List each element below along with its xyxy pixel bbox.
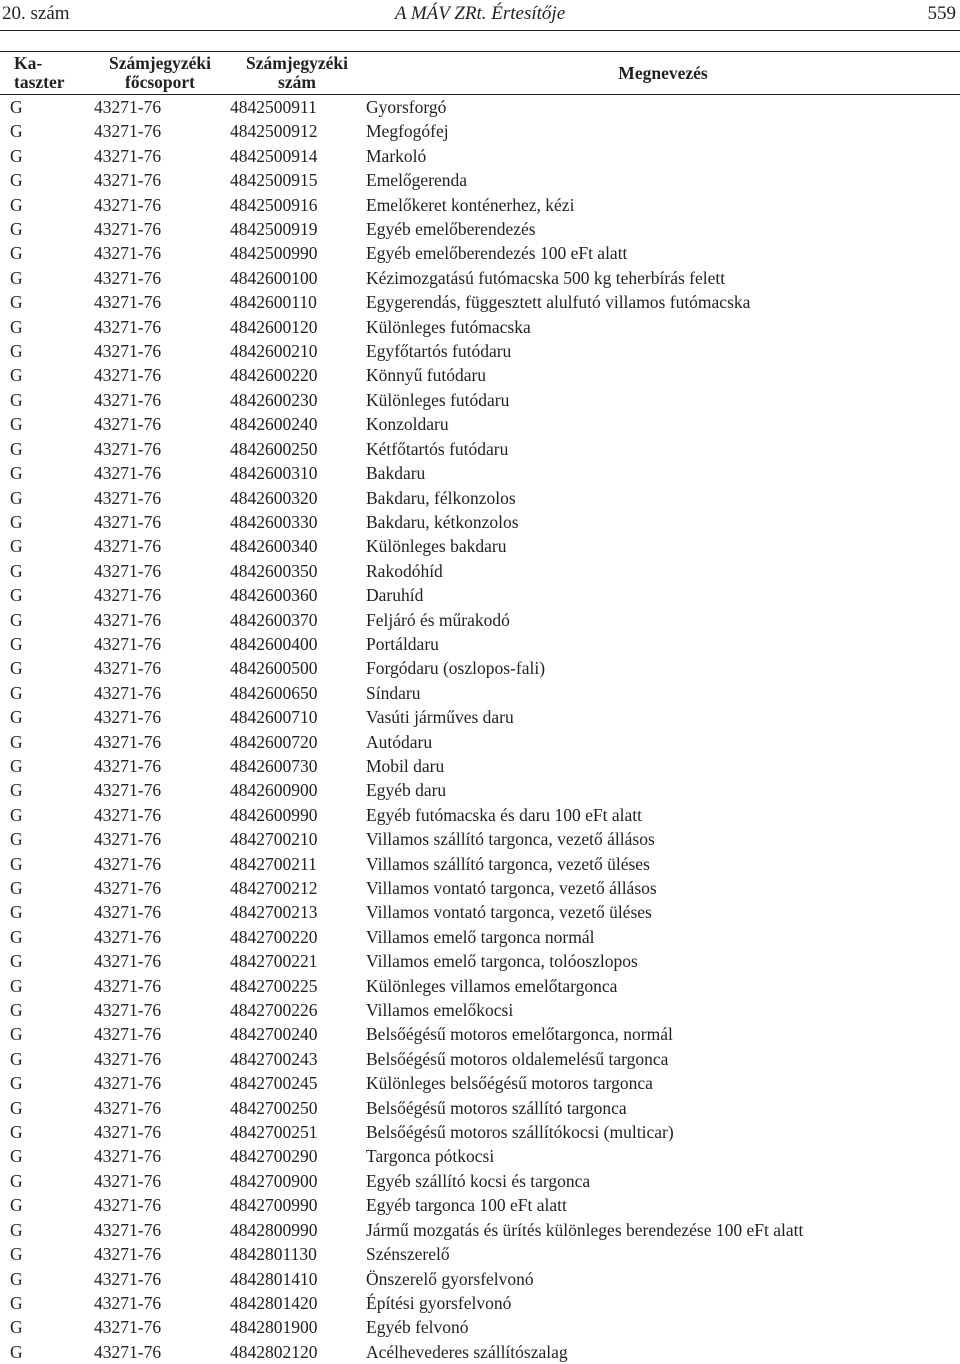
cell-focsoport: 43271-76 (92, 241, 228, 265)
cell-megnevezes: Egygerendás, függesztett alulfutó villamos futómacska (366, 290, 960, 314)
cell-szam: 4842600650 (228, 681, 366, 705)
cell-megnevezes: Belsőégésű motoros szállítókocsi (multicar) (366, 1120, 960, 1144)
cell-kataszter: G (0, 852, 92, 876)
cell-szam: 4842600110 (228, 290, 366, 314)
cell-kataszter: G (0, 1144, 92, 1168)
cell-megnevezes: Különleges futómacska (366, 315, 960, 339)
cell-focsoport: 43271-76 (92, 193, 228, 217)
cell-szam: 4842700225 (228, 974, 366, 998)
cell-megnevezes: Rakodóhíd (366, 559, 960, 583)
cell-megnevezes: Mobil daru (366, 754, 960, 778)
cell-szam: 4842700990 (228, 1193, 366, 1217)
cell-focsoport: 43271-76 (92, 656, 228, 680)
column-header-kataszter: Ka- taszter (0, 52, 92, 95)
cell-szam: 4842801420 (228, 1291, 366, 1315)
cell-megnevezes: Feljáró és műrakodó (366, 608, 960, 632)
cell-szam: 4842600720 (228, 730, 366, 754)
cell-focsoport: 43271-76 (92, 119, 228, 143)
table-row (0, 681, 960, 705)
table-row (0, 461, 960, 485)
cell-focsoport: 43271-76 (92, 1120, 228, 1144)
cell-megnevezes: Villamos emelő targonca normál (366, 925, 960, 949)
cell-szam: 4842600100 (228, 266, 366, 290)
cell-kataszter: G (0, 1218, 92, 1242)
cell-kataszter: G (0, 1242, 92, 1266)
table-row (0, 1169, 960, 1193)
cell-kataszter: G (0, 778, 92, 802)
cell-megnevezes: Bakdaru (366, 461, 960, 485)
cell-szam: 4842700210 (228, 827, 366, 851)
cell-kataszter: G (0, 559, 92, 583)
table-body (0, 95, 960, 1364)
column-header-megnevezes: Megnevezés (366, 52, 960, 95)
table-row (0, 608, 960, 632)
cell-focsoport: 43271-76 (92, 949, 228, 973)
cell-focsoport: 43271-76 (92, 510, 228, 534)
page-number: 559 (928, 3, 957, 25)
cell-kataszter: G (0, 1291, 92, 1315)
cell-focsoport: 43271-76 (92, 803, 228, 827)
table-row (0, 876, 960, 900)
journal-title: A MÁV ZRt. Értesítője (0, 3, 960, 25)
cell-megnevezes: Villamos vontató targonca, vezető üléses (366, 900, 960, 924)
table-row (0, 705, 960, 729)
cell-focsoport: 43271-76 (92, 412, 228, 436)
cell-szam: 4842800990 (228, 1218, 366, 1242)
cell-focsoport: 43271-76 (92, 461, 228, 485)
cell-szam: 4842600730 (228, 754, 366, 778)
table-row (0, 266, 960, 290)
cell-focsoport: 43271-76 (92, 1315, 228, 1339)
table-row (0, 1193, 960, 1217)
cell-kataszter: G (0, 730, 92, 754)
cell-focsoport: 43271-76 (92, 1291, 228, 1315)
cell-kataszter: G (0, 583, 92, 607)
cell-szam: 4842700240 (228, 1022, 366, 1046)
cell-megnevezes: Egyéb daru (366, 778, 960, 802)
cell-kataszter: G (0, 1315, 92, 1339)
cell-focsoport: 43271-76 (92, 974, 228, 998)
cell-kataszter: G (0, 290, 92, 314)
cell-focsoport: 43271-76 (92, 486, 228, 510)
cell-szam: 4842500911 (228, 95, 366, 120)
cell-szam: 4842600710 (228, 705, 366, 729)
table-row (0, 1242, 960, 1266)
cell-megnevezes: Villamos szállító targonca, vezető üléses (366, 852, 960, 876)
cell-focsoport: 43271-76 (92, 705, 228, 729)
header-rule (0, 30, 960, 31)
cell-kataszter: G (0, 315, 92, 339)
cell-kataszter: G (0, 949, 92, 973)
table-row (0, 852, 960, 876)
cell-kataszter: G (0, 510, 92, 534)
cell-focsoport: 43271-76 (92, 632, 228, 656)
cell-focsoport: 43271-76 (92, 388, 228, 412)
table-row (0, 925, 960, 949)
cell-kataszter: G (0, 95, 92, 120)
cell-megnevezes: Vasúti járműves daru (366, 705, 960, 729)
cell-focsoport: 43271-76 (92, 534, 228, 558)
table-row (0, 900, 960, 924)
cell-focsoport: 43271-76 (92, 1193, 228, 1217)
cell-megnevezes: Különleges belsőégésű motoros targonca (366, 1071, 960, 1095)
cell-megnevezes: Villamos emelő targonca, tolóoszlopos (366, 949, 960, 973)
cell-megnevezes: Portáldaru (366, 632, 960, 656)
cell-szam: 4842500914 (228, 144, 366, 168)
cell-szam: 4842500919 (228, 217, 366, 241)
cell-szam: 4842700220 (228, 925, 366, 949)
cell-kataszter: G (0, 193, 92, 217)
table-row (0, 559, 960, 583)
table-row (0, 583, 960, 607)
cell-kataszter: G (0, 803, 92, 827)
cell-szam: 4842600340 (228, 534, 366, 558)
table-row (0, 290, 960, 314)
cell-kataszter: G (0, 241, 92, 265)
table-row (0, 656, 960, 680)
cell-focsoport: 43271-76 (92, 315, 228, 339)
cell-szam: 4842700290 (228, 1144, 366, 1168)
cell-megnevezes: Forgódaru (oszlopos-fali) (366, 656, 960, 680)
cell-focsoport: 43271-76 (92, 437, 228, 461)
cell-megnevezes: Egyéb targonca 100 eFt alatt (366, 1193, 960, 1217)
cell-megnevezes: Egyéb felvonó (366, 1315, 960, 1339)
cell-megnevezes: Egyéb emelőberendezés (366, 217, 960, 241)
cell-megnevezes: Építési gyorsfelvonó (366, 1291, 960, 1315)
table-row (0, 486, 960, 510)
table-row (0, 339, 960, 363)
table-row (0, 437, 960, 461)
cell-szam: 4842600400 (228, 632, 366, 656)
cell-focsoport: 43271-76 (92, 900, 228, 924)
cell-megnevezes: Acélhevederes szállítószalag (366, 1340, 960, 1364)
table-row (0, 1218, 960, 1242)
cell-focsoport: 43271-76 (92, 363, 228, 387)
table-row (0, 1315, 960, 1339)
table-row (0, 119, 960, 143)
cell-megnevezes: Targonca pótkocsi (366, 1144, 960, 1168)
cell-szam: 4842700245 (228, 1071, 366, 1095)
cell-kataszter: G (0, 461, 92, 485)
table-row (0, 1120, 960, 1144)
cell-focsoport: 43271-76 (92, 827, 228, 851)
table-header-row (0, 52, 960, 95)
cell-kataszter: G (0, 974, 92, 998)
cell-focsoport: 43271-76 (92, 681, 228, 705)
table-row (0, 144, 960, 168)
cell-szam: 4842600990 (228, 803, 366, 827)
column-header-focsoport: Számjegyzéki főcsoport (92, 52, 228, 95)
table-row (0, 730, 960, 754)
cell-megnevezes: Különleges villamos emelőtargonca (366, 974, 960, 998)
table-row (0, 827, 960, 851)
cell-kataszter: G (0, 925, 92, 949)
cell-kataszter: G (0, 1022, 92, 1046)
cell-szam: 4842500915 (228, 168, 366, 192)
cell-megnevezes: Markoló (366, 144, 960, 168)
cell-szam: 4842700250 (228, 1096, 366, 1120)
table-row (0, 1071, 960, 1095)
cell-szam: 4842600360 (228, 583, 366, 607)
cell-kataszter: G (0, 827, 92, 851)
cell-focsoport: 43271-76 (92, 876, 228, 900)
cell-megnevezes: Különleges futódaru (366, 388, 960, 412)
cell-kataszter: G (0, 437, 92, 461)
cell-kataszter: G (0, 876, 92, 900)
cell-kataszter: G (0, 998, 92, 1022)
table-row (0, 363, 960, 387)
cell-szam: 4842700243 (228, 1047, 366, 1071)
cell-kataszter: G (0, 168, 92, 192)
cell-megnevezes: Belsőégésű motoros oldalemelésű targonca (366, 1047, 960, 1071)
cell-megnevezes: Kézimozgatású futómacska 500 kg teherbírás felett (366, 266, 960, 290)
cell-kataszter: G (0, 608, 92, 632)
cell-focsoport: 43271-76 (92, 168, 228, 192)
cell-megnevezes: Egyéb szállító kocsi és targonca (366, 1169, 960, 1193)
cell-szam: 4842600350 (228, 559, 366, 583)
cell-focsoport: 43271-76 (92, 1047, 228, 1071)
cell-kataszter: G (0, 119, 92, 143)
cell-kataszter: G (0, 1267, 92, 1291)
cell-szam: 4842600210 (228, 339, 366, 363)
cell-kataszter: G (0, 363, 92, 387)
table-row (0, 1047, 960, 1071)
table-row (0, 754, 960, 778)
table-row (0, 534, 960, 558)
cell-kataszter: G (0, 1169, 92, 1193)
cell-kataszter: G (0, 900, 92, 924)
cell-megnevezes: Bakdaru, kétkonzolos (366, 510, 960, 534)
cell-kataszter: G (0, 412, 92, 436)
cell-kataszter: G (0, 1071, 92, 1095)
cell-focsoport: 43271-76 (92, 1022, 228, 1046)
cell-focsoport: 43271-76 (92, 754, 228, 778)
cell-kataszter: G (0, 1047, 92, 1071)
cell-szam: 4842500912 (228, 119, 366, 143)
cell-megnevezes: Önszerelő gyorsfelvonó (366, 1267, 960, 1291)
cell-focsoport: 43271-76 (92, 608, 228, 632)
cell-szam: 4842600230 (228, 388, 366, 412)
cell-megnevezes: Kétfőtartós futódaru (366, 437, 960, 461)
cell-focsoport: 43271-76 (92, 1169, 228, 1193)
table-row (0, 241, 960, 265)
cell-kataszter: G (0, 266, 92, 290)
cell-szam: 4842802120 (228, 1340, 366, 1364)
cell-focsoport: 43271-76 (92, 217, 228, 241)
cell-focsoport: 43271-76 (92, 730, 228, 754)
cell-kataszter: G (0, 1340, 92, 1364)
cell-kataszter: G (0, 144, 92, 168)
cell-megnevezes: Jármű mozgatás és ürítés különleges berendezése 100 eFt alatt (366, 1218, 960, 1242)
cell-kataszter: G (0, 1096, 92, 1120)
cell-kataszter: G (0, 388, 92, 412)
cell-szam: 4842600120 (228, 315, 366, 339)
cell-kataszter: G (0, 339, 92, 363)
cell-megnevezes: Szénszerelő (366, 1242, 960, 1266)
table-row (0, 1096, 960, 1120)
cell-focsoport: 43271-76 (92, 925, 228, 949)
table-row (0, 949, 960, 973)
cell-szam: 4842500916 (228, 193, 366, 217)
cell-focsoport: 43271-76 (92, 583, 228, 607)
table-row (0, 510, 960, 534)
cell-kataszter: G (0, 1120, 92, 1144)
cell-kataszter: G (0, 754, 92, 778)
cell-focsoport: 43271-76 (92, 778, 228, 802)
cell-szam: 4842600900 (228, 778, 366, 802)
cell-megnevezes: Villamos vontató targonca, vezető állásos (366, 876, 960, 900)
cell-megnevezes: Konzoldaru (366, 412, 960, 436)
cell-szam: 4842600310 (228, 461, 366, 485)
cell-megnevezes: Belsőégésű motoros emelőtargonca, normál (366, 1022, 960, 1046)
cell-megnevezes: Villamos emelőkocsi (366, 998, 960, 1022)
cell-megnevezes: Emelőkeret konténerhez, kézi (366, 193, 960, 217)
cell-szam: 4842600250 (228, 437, 366, 461)
cell-szam: 4842500990 (228, 241, 366, 265)
cell-focsoport: 43271-76 (92, 559, 228, 583)
table-row (0, 168, 960, 192)
item-list-table (0, 51, 960, 1364)
cell-focsoport: 43271-76 (92, 1340, 228, 1364)
cell-szam: 4842700213 (228, 900, 366, 924)
cell-megnevezes: Egyéb emelőberendezés 100 eFt alatt (366, 241, 960, 265)
cell-megnevezes: Megfogófej (366, 119, 960, 143)
cell-szam: 4842700251 (228, 1120, 366, 1144)
cell-szam: 4842600370 (228, 608, 366, 632)
table-row (0, 778, 960, 802)
cell-focsoport: 43271-76 (92, 1096, 228, 1120)
table-row (0, 803, 960, 827)
table-row (0, 1022, 960, 1046)
cell-focsoport: 43271-76 (92, 1267, 228, 1291)
cell-megnevezes: Síndaru (366, 681, 960, 705)
cell-focsoport: 43271-76 (92, 1071, 228, 1095)
table-row (0, 412, 960, 436)
cell-szam: 4842700211 (228, 852, 366, 876)
cell-megnevezes: Gyorsforgó (366, 95, 960, 120)
cell-szam: 4842801900 (228, 1315, 366, 1339)
cell-kataszter: G (0, 486, 92, 510)
cell-megnevezes: Bakdaru, félkonzolos (366, 486, 960, 510)
cell-szam: 4842700221 (228, 949, 366, 973)
cell-kataszter: G (0, 534, 92, 558)
table-row (0, 1291, 960, 1315)
table-row (0, 974, 960, 998)
cell-focsoport: 43271-76 (92, 852, 228, 876)
cell-megnevezes: Autódaru (366, 730, 960, 754)
table-row (0, 998, 960, 1022)
cell-kataszter: G (0, 217, 92, 241)
cell-focsoport: 43271-76 (92, 266, 228, 290)
cell-focsoport: 43271-76 (92, 290, 228, 314)
page-header (0, 0, 960, 30)
cell-szam: 4842600320 (228, 486, 366, 510)
cell-szam: 4842600500 (228, 656, 366, 680)
cell-megnevezes: Villamos szállító targonca, vezető állásos (366, 827, 960, 851)
table-row (0, 388, 960, 412)
table-row (0, 95, 960, 120)
cell-megnevezes: Különleges bakdaru (366, 534, 960, 558)
cell-focsoport: 43271-76 (92, 1218, 228, 1242)
cell-szam: 4842600330 (228, 510, 366, 534)
table-row (0, 1267, 960, 1291)
issue-number: 20. szám (2, 3, 70, 25)
cell-szam: 4842600220 (228, 363, 366, 387)
cell-megnevezes: Belsőégésű motoros szállító targonca (366, 1096, 960, 1120)
table-row (0, 1340, 960, 1364)
cell-kataszter: G (0, 681, 92, 705)
cell-kataszter: G (0, 656, 92, 680)
cell-focsoport: 43271-76 (92, 1144, 228, 1168)
cell-focsoport: 43271-76 (92, 998, 228, 1022)
cell-szam: 4842700226 (228, 998, 366, 1022)
cell-szam: 4842801130 (228, 1242, 366, 1266)
table-row (0, 1144, 960, 1168)
cell-kataszter: G (0, 632, 92, 656)
cell-szam: 4842801410 (228, 1267, 366, 1291)
cell-megnevezes: Egyfőtartós futódaru (366, 339, 960, 363)
cell-szam: 4842700900 (228, 1169, 366, 1193)
cell-megnevezes: Könnyű futódaru (366, 363, 960, 387)
cell-focsoport: 43271-76 (92, 144, 228, 168)
cell-focsoport: 43271-76 (92, 95, 228, 120)
cell-szam: 4842600240 (228, 412, 366, 436)
table-row (0, 217, 960, 241)
cell-focsoport: 43271-76 (92, 1242, 228, 1266)
cell-megnevezes: Daruhíd (366, 583, 960, 607)
cell-megnevezes: Egyéb futómacska és daru 100 eFt alatt (366, 803, 960, 827)
cell-focsoport: 43271-76 (92, 339, 228, 363)
table-row (0, 193, 960, 217)
cell-szam: 4842700212 (228, 876, 366, 900)
cell-kataszter: G (0, 705, 92, 729)
cell-megnevezes: Emelőgerenda (366, 168, 960, 192)
column-header-szam: Számjegyzéki szám (228, 52, 366, 95)
table-row (0, 632, 960, 656)
table-row (0, 315, 960, 339)
cell-kataszter: G (0, 1193, 92, 1217)
